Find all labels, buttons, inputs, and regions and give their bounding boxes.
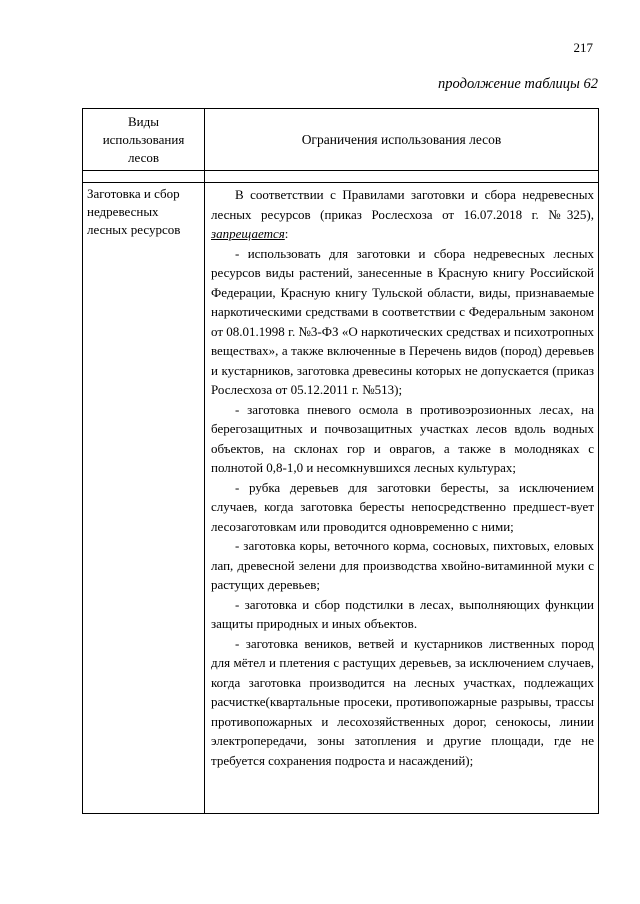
table-header-row <box>83 109 599 171</box>
restriction-item: - заготовка коры, веточного корма, сосновых, пихтовых, еловых лап, древесной зелени для производства хвойно-витаминной муки с растущих деревьев; <box>211 538 594 592</box>
intro-colon: : <box>284 226 289 241</box>
forest-use-restrictions-table <box>82 108 599 814</box>
restriction-item: - заготовка пневого осмола в противоэрозионных лесах, на берегозащитных и почвозащитных участках лесов вдоль водных объектов, на склонах гор и оврагов, а также в молодняках с полнотой 0,8-1,0 и несомкнувшихся лесных культурах; <box>211 401 594 475</box>
restriction-item: - использовать для заготовки и сбора недревесных лесных ресурсов виды растений, занесенные в Красную книгу Российской Федерации, Красную книгу Тульской области, виды, признаваемые наркотическими средствами в соответствии с Федеральным законом от 08.01.1998 г. №3-ФЗ «О наркотических средствах и психотропных веществах», а также включенные в Перечень видов (пород) деревьев и кустарников, заготовка древесины которых не допускается (приказ Рослесхоза от 05.12.2011 г. №513); <box>211 245 594 397</box>
spacer-cell-right <box>205 171 599 183</box>
restriction-item: - рубка деревьев для заготовки бересты, за исключением случаев, когда заготовка бересты непосредственно предшест-вует лесозаготовкам или проводится одновременно с ними; <box>211 479 594 534</box>
intro-paragraph <box>211 185 594 244</box>
table-row <box>83 183 599 814</box>
table-spacer-row <box>83 171 599 183</box>
row-forest-use-kind: Заготовка и сбор недревесных лесных ресурсов <box>83 183 205 814</box>
prohibited-keyword: запрещается <box>211 226 285 241</box>
table-continuation-caption: продолжение таблицы 62 <box>438 76 598 92</box>
intro-text: В соответствии с Правилами заготовки и сбора недревесных лесных ресурсов (приказ Рослесхоза от 16.07.2018 г. №325), <box>211 187 594 222</box>
restriction-item: - заготовка и сбор подстилки в лесах, выполняющих функции защиты природных и иных объектов. <box>211 596 594 631</box>
header-forest-use-kinds: Виды использования лесов <box>83 109 205 171</box>
header-forest-use-limits: Ограничения использования лесов <box>205 109 599 171</box>
restriction-item: - заготовка веников, ветвей и кустарников лиственных пород для мётел и плетения с растущих деревьев, за исключением случаев, когда заготовка производится на лесных участках, подлежащих расчистке(квартальные просеки, противопожарные разрывы, трассы противопожарных и лесохозяйственных дорог, сенокосы, линии электропередачи, зоны затопления и другие площади, где не требуется сохранения подроста и насаждений); <box>211 635 594 768</box>
page-number: 217 <box>573 40 593 55</box>
row-forest-use-limits <box>205 183 599 814</box>
spacer-cell-left <box>83 171 205 183</box>
